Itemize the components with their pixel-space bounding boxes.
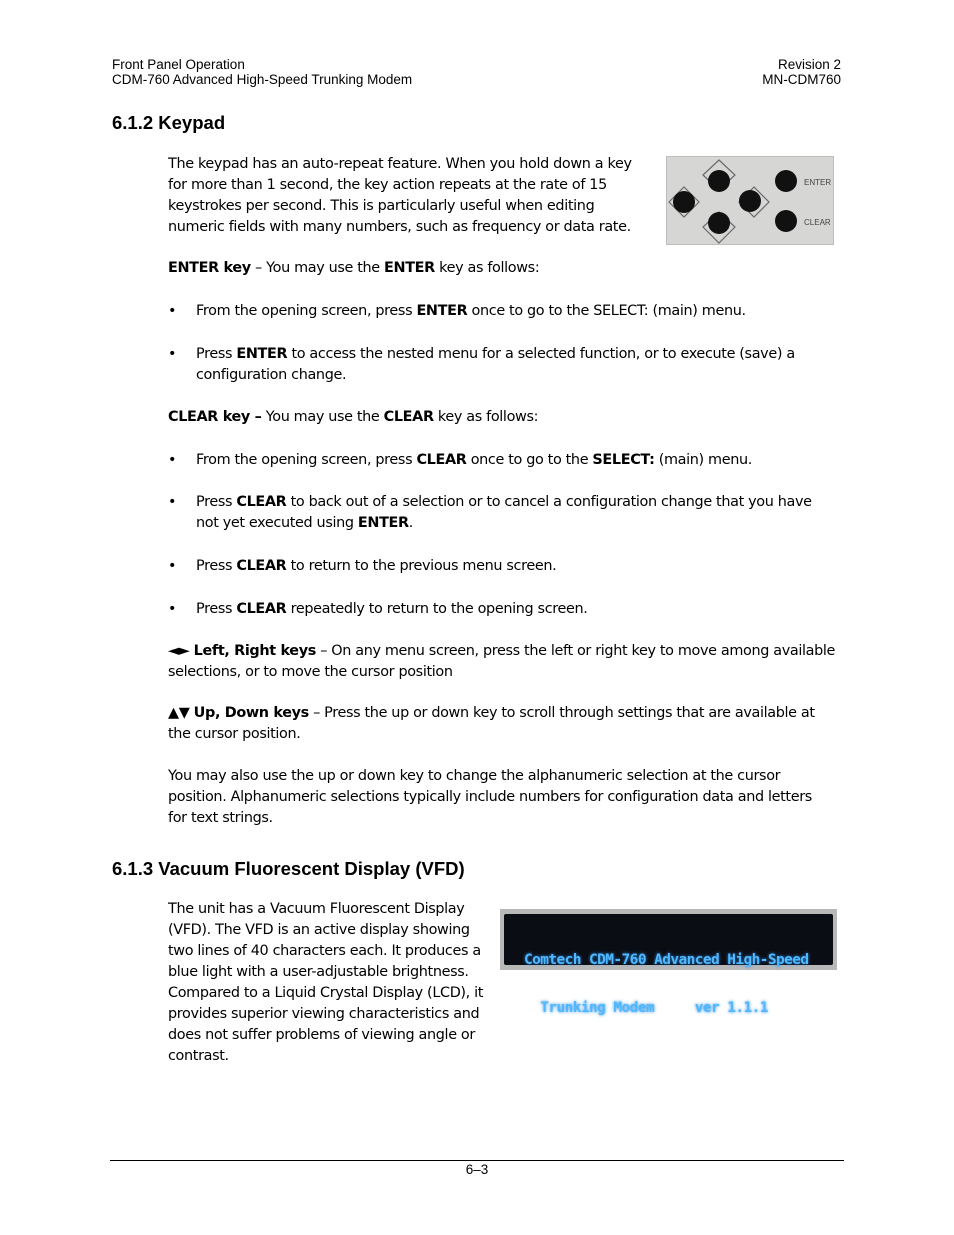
section-heading-keypad: 6.1.2 Keypad bbox=[112, 112, 226, 133]
bullet-keyword: CLEAR bbox=[416, 452, 467, 468]
up-key bbox=[708, 170, 730, 192]
right-key bbox=[739, 190, 761, 212]
bullet-dot: • bbox=[168, 494, 177, 510]
page-number: 6–3 bbox=[465, 1162, 489, 1177]
up-down-keys-paragraph bbox=[168, 703, 838, 745]
left-right-label: Left, Right keys bbox=[193, 643, 316, 659]
list-item bbox=[168, 599, 838, 620]
clear-key-text-b: key as follows: bbox=[433, 409, 539, 425]
vfd-line-2: Trunking Modem ver 1.1.1 bbox=[524, 1000, 768, 1016]
enter-key-text-a: – You may use the bbox=[250, 260, 385, 276]
bullet-dot: • bbox=[168, 601, 177, 617]
bullet-text: From the opening screen, press bbox=[196, 452, 417, 468]
list-item bbox=[168, 450, 838, 471]
enter-keyword: ENTER bbox=[384, 260, 435, 276]
vfd-paragraph: The unit has a Vacuum Fluorescent Display (VFD). The VFD is an active display showing two lines of 40 characters each. It produces a blue light with a user-adjustable brightness. Compared to a Liquid Crystal Display (LCD), it provides superior viewing characteristics and does not suffer problems of viewing angle or contrast. bbox=[168, 901, 484, 1064]
bullet-text: From the opening screen, press bbox=[196, 303, 417, 319]
bullet-text: to back out of a selection or to cancel a configuration change that you have not yet executed using bbox=[196, 494, 812, 531]
vfd-photo bbox=[500, 909, 837, 1016]
list-item bbox=[168, 344, 838, 386]
keypad-photo bbox=[666, 156, 834, 245]
enter-key-label: ENTER bbox=[804, 178, 832, 187]
list-item bbox=[168, 301, 838, 322]
keypad-illustration bbox=[667, 157, 835, 246]
bullet-dot: • bbox=[168, 558, 177, 574]
bullet-keyword: CLEAR bbox=[236, 601, 287, 617]
bullet-text: once to go to the SELECT: (main) menu. bbox=[467, 303, 746, 319]
bullet-keyword: ENTER bbox=[236, 346, 288, 362]
bullet-keyword: SELECT: bbox=[592, 452, 655, 468]
bullet-keyword: ENTER bbox=[416, 303, 468, 319]
bullet-text: Press bbox=[196, 346, 237, 362]
bullet-text: Press bbox=[196, 601, 237, 617]
bullet-keyword: ENTER bbox=[357, 515, 409, 531]
bullet-keyword: CLEAR bbox=[236, 558, 287, 574]
left-right-text: – On any menu screen, press the left or right key to move among available selections, or to move the cursor position bbox=[168, 643, 836, 680]
bullet-dot: • bbox=[168, 452, 177, 468]
list-item bbox=[168, 556, 838, 577]
up-down-label: Up, Down keys bbox=[193, 705, 309, 721]
clear-keyword: CLEAR bbox=[383, 409, 434, 425]
enter-key-text-b: key as follows: bbox=[434, 260, 540, 276]
bullet-text: (main) menu. bbox=[654, 452, 752, 468]
down-key bbox=[708, 212, 730, 234]
left-right-keys-paragraph bbox=[168, 641, 838, 683]
bullet-dot: • bbox=[168, 303, 177, 319]
alphanumeric-paragraph: You may also use the up or down key to change the alphanumeric selection at the cursor position. Alphanumeric selections typically include numbers for configuration data and letters for text strings. bbox=[168, 768, 812, 826]
enter-key bbox=[775, 170, 797, 192]
clear-key bbox=[775, 210, 797, 232]
up-down-arrows: ▲▼ bbox=[168, 705, 190, 721]
running-header-right bbox=[762, 57, 841, 87]
bullet-text: Press bbox=[196, 494, 237, 510]
vfd-line-1: Comtech CDM-760 Advanced High-Speed bbox=[524, 952, 809, 968]
enter-key-label-text: ENTER key bbox=[168, 260, 251, 276]
running-header-left bbox=[112, 57, 412, 87]
up-down-text: – Press the up or down key to scroll through settings that are available at the cursor position. bbox=[168, 705, 815, 742]
clear-key-label: CLEAR bbox=[804, 218, 831, 227]
left-right-arrows: ◄► bbox=[168, 643, 190, 659]
header-manual-number: MN-CDM760 bbox=[762, 72, 841, 87]
vfd-screen bbox=[504, 914, 833, 1016]
clear-key-label-text: CLEAR key – bbox=[168, 409, 262, 425]
header-chapter: Front Panel Operation bbox=[112, 57, 245, 72]
bullet-text: to access the nested menu for a selected function, or to execute (save) a configuration change. bbox=[196, 346, 795, 383]
header-product: CDM-760 Advanced High-Speed Trunking Modem bbox=[112, 72, 413, 87]
clear-key-paragraph bbox=[168, 407, 838, 428]
bullet-dot: • bbox=[168, 346, 177, 362]
bullet-text: once to go to the bbox=[466, 452, 593, 468]
bullet-text: . bbox=[408, 515, 413, 531]
list-item bbox=[168, 492, 838, 534]
keypad-intro-paragraph: The keypad has an auto-repeat feature. When you hold down a key for more than 1 second, the key action repeats at the rate of 15 keystrokes per second. This is particularly useful when editing numeric fields with many numbers, such as frequency or data rate. bbox=[168, 156, 632, 235]
footer-rule bbox=[110, 1160, 844, 1161]
left-key bbox=[673, 191, 695, 213]
bullet-keyword: CLEAR bbox=[236, 494, 287, 510]
clear-key-text-a: You may use the bbox=[261, 409, 384, 425]
header-revision: Revision 2 bbox=[777, 57, 841, 72]
bullet-text: repeatedly to return to the opening screen. bbox=[286, 601, 588, 617]
enter-key-paragraph bbox=[168, 258, 838, 279]
section-heading-vfd: 6.1.3 Vacuum Fluorescent Display (VFD) bbox=[112, 858, 465, 879]
bullet-text: to return to the previous menu screen. bbox=[286, 558, 557, 574]
bullet-text: Press bbox=[196, 558, 237, 574]
